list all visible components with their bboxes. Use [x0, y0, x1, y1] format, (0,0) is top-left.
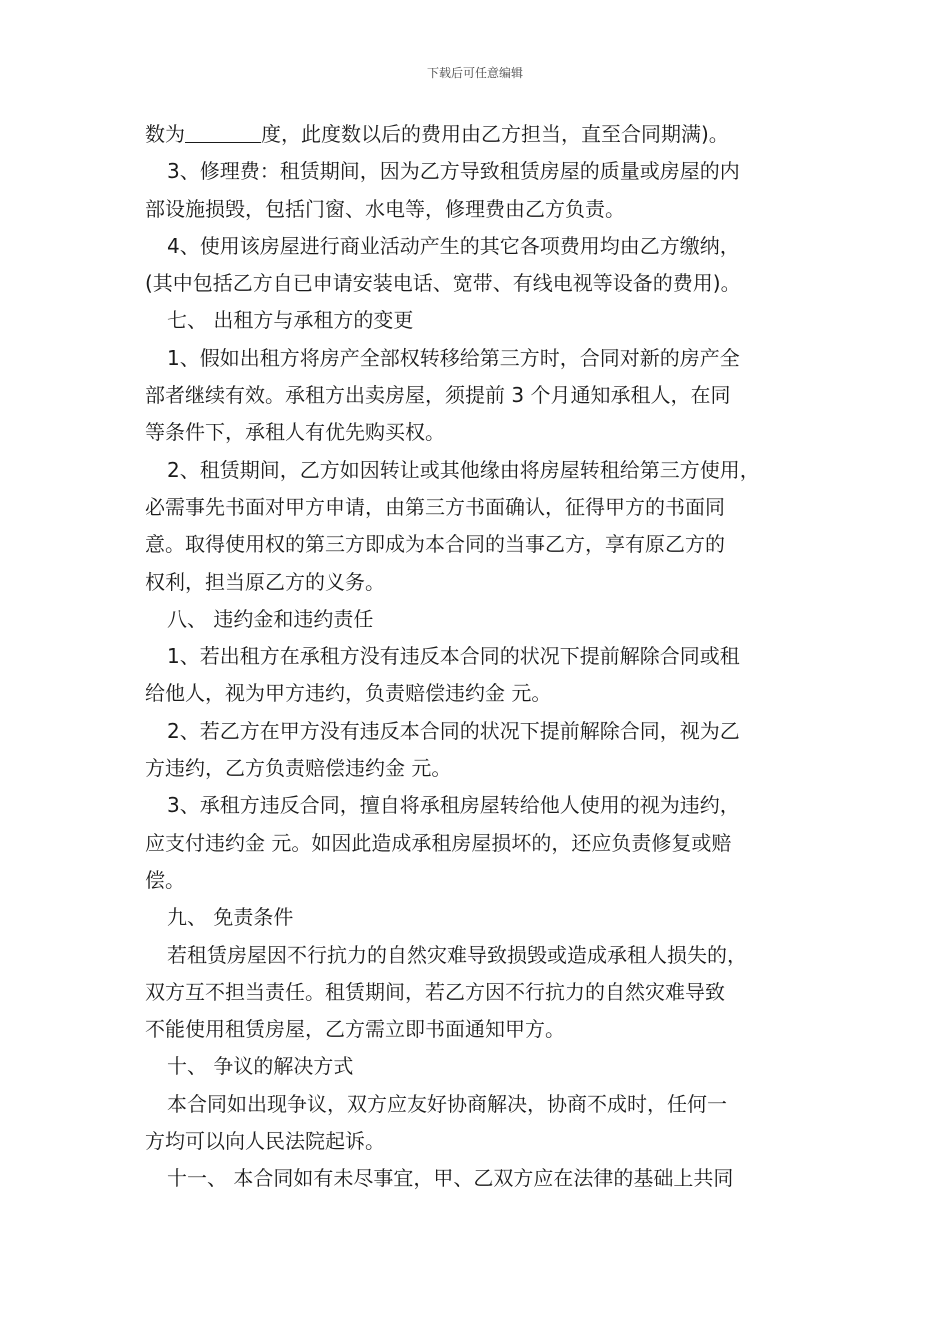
text-line: 双方互不担当责任。租赁期间，若乙方因不行抗力的自然灾难导致: [145, 979, 725, 1004]
text-line: 权利，担当原乙方的义务。: [145, 569, 385, 594]
text-line: 2、若乙方在甲方没有违反本合同的状况下提前解除合同，视为乙: [167, 718, 740, 743]
text-line: 1、若出租方在承租方没有违反本合同的状况下提前解除合同或租: [167, 644, 740, 669]
document-body: [145, 116, 810, 1198]
text-line: 2、租赁期间，乙方如因转让或其他缘由将房屋转租给第三方使用，: [167, 457, 760, 482]
text-line: 若租赁房屋因不行抗力的自然灾难导致损毁或造成承租人损失的，: [167, 942, 747, 967]
text-line: 等条件下，承租人有优先购买权。: [145, 420, 445, 445]
text-line: 3、修理费：租赁期间，因为乙方导致租赁房屋的质量或房屋的内: [167, 159, 740, 184]
text-line: 方均可以向人民法院起诉。: [145, 1129, 385, 1154]
text-line: 偿。: [145, 867, 185, 892]
section-heading: 十一、 本合同如有未尽事宜，甲、乙双方应在法律的基础上共同: [167, 1166, 734, 1191]
section-heading: 九、 免责条件: [167, 905, 294, 930]
text-line: (其中包括乙方自已申请安装电话、宽带、有线电视等设备的费用)。: [145, 271, 741, 296]
text-line: 本合同如出现争议，双方应友好协商解决，协商不成时，任何一: [167, 1091, 727, 1116]
section-heading: 七、 出租方与承租方的变更: [167, 308, 414, 333]
section-heading: 十、 争议的解决方式: [167, 1054, 354, 1079]
section-heading: 八、 违约金和违约责任: [167, 606, 374, 631]
text-line: [145, 116, 810, 153]
text-line: 必需事先书面对甲方申请，由第三方书面确认，征得甲方的书面同: [145, 494, 725, 519]
text-line: 部者继续有效。承租方出卖房屋，须提前 3 个月通知承租人，在同: [145, 383, 731, 408]
text-line: 给他人，视为甲方违约，负责赔偿违约金 元。: [145, 681, 552, 706]
text-fragment: 数为: [145, 122, 185, 146]
text-line: 1、假如出租方将房产全部权转移给第三方时，合同对新的房产全: [167, 345, 740, 370]
fill-in-blank: [185, 122, 261, 143]
text-line: 方违约，乙方负责赔偿违约金 元。: [145, 756, 452, 781]
text-line: 部设施损毁，包括门窗、水电等，修理费由乙方负责。: [145, 196, 625, 221]
text-line: 应支付违约金 元。如因此造成承租房屋损坏的，还应负责修复或赔: [145, 830, 732, 855]
text-line: 意。取得使用权的第三方即成为本合同的当事乙方，享有原乙方的: [145, 532, 725, 557]
text-line: 不能使用租赁房屋，乙方需立即书面通知甲方。: [145, 1017, 565, 1042]
text-fragment: 度，此度数以后的费用由乙方担当，直至合同期满)。: [261, 122, 729, 146]
page-header: 下载后可任意编辑: [426, 66, 523, 80]
text-line: 3、承租方违反合同，擅自将承租房屋转给他人使用的视为违约，: [167, 793, 740, 818]
text-line: 4、使用该房屋进行商业活动产生的其它各项费用均由乙方缴纳，: [167, 233, 740, 258]
